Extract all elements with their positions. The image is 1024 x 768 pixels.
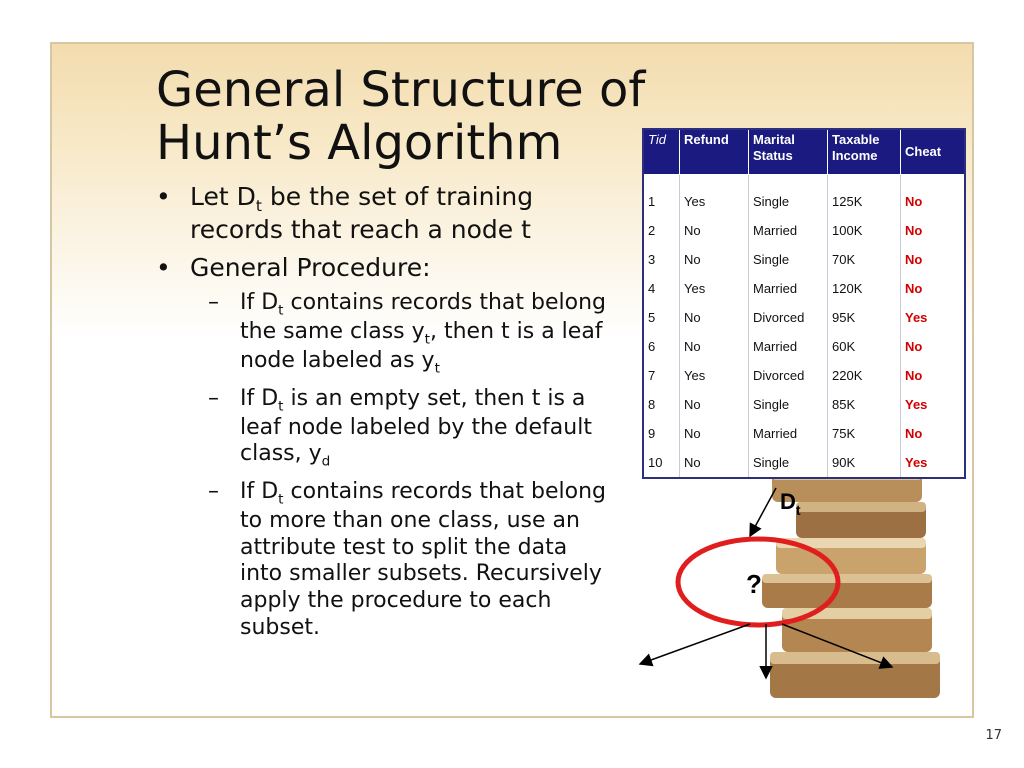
cell-marital: Single (749, 187, 828, 216)
split-arrow-left (640, 624, 750, 664)
cell-tid: 5 (643, 303, 680, 332)
cell-tid: 2 (643, 216, 680, 245)
header-refund: Refund (680, 129, 749, 175)
cell-marital: Single (749, 245, 828, 274)
cell-cheat: No (901, 274, 966, 303)
sub-bullet-text: , then t is a leaf node labeled as y (240, 319, 603, 374)
cell-cheat: Yes (901, 448, 966, 478)
sub-bullet-subscript: t (424, 331, 430, 348)
cell-refund: No (680, 332, 749, 361)
cell-refund: No (680, 419, 749, 448)
cell-cheat: Yes (901, 303, 966, 332)
cell-income: 220K (828, 361, 901, 390)
cell-cheat: No (901, 216, 966, 245)
slide-frame (50, 42, 1002, 743)
split-arrow-right (782, 624, 892, 667)
cell-cheat: No (901, 332, 966, 361)
cell-refund: No (680, 303, 749, 332)
cell-refund: Yes (680, 361, 749, 390)
bullet-symbol: • (156, 252, 171, 282)
page-number: 17 (985, 728, 1002, 743)
cell-cheat: No (901, 361, 966, 390)
header-tid: Tid (643, 129, 680, 175)
cell-cheat: Yes (901, 390, 966, 419)
cell-refund: Yes (680, 274, 749, 303)
cell-tid: 10 (643, 448, 680, 478)
cell-income: 90K (828, 448, 901, 478)
cell-income: 60K (828, 332, 901, 361)
cell-tid: 4 (643, 274, 680, 303)
sub-bullet-text: is an empty set, then t is a leaf node labeled by the default class, y (240, 385, 592, 467)
dt-arrow (750, 488, 776, 536)
cell-refund: No (680, 216, 749, 245)
bullet-symbol: • (156, 182, 171, 211)
sub-bullet-symbol: – (208, 479, 219, 505)
bullet-text: General Procedure: (190, 252, 431, 282)
cell-marital: Single (749, 390, 828, 419)
dt-label: $D_t$ (780, 489, 801, 518)
cell-refund: No (680, 390, 749, 419)
header-income-line1: Taxable (832, 132, 880, 147)
sub-bullet-symbol: – (208, 290, 219, 316)
cell-refund: No (680, 245, 749, 274)
cell-income: 100K (828, 216, 901, 245)
cell-income: 75K (828, 419, 901, 448)
sub-bullet-text: If D (240, 385, 279, 411)
sub-bullet-text: contains records that belong to more than one class, use an attribute test to split the data into smaller subsets. Recursively apply the procedure to each subset. (240, 479, 607, 640)
sub-bullet-text: If D (240, 479, 279, 505)
cell-marital: Single (749, 448, 828, 478)
sub-bullet-symbol: – (208, 385, 219, 411)
cell-income: 95K (828, 303, 901, 332)
bullet-text: be the set of training records that reach a node t (190, 182, 534, 245)
header-income-line2: Income (832, 147, 878, 163)
cell-marital: Divorced (749, 303, 828, 332)
sub-bullet-subscript: t (278, 491, 284, 508)
sub-bullet-subscript: t (278, 398, 284, 415)
cell-tid: 3 (643, 245, 680, 274)
cell-tid: 1 (643, 187, 680, 216)
cell-tid: 7 (643, 361, 680, 390)
sub-bullet-subscript: t (278, 302, 284, 319)
cell-income: 70K (828, 245, 901, 274)
sub-bullet-text: contains records that belong the same class y (240, 290, 607, 345)
sub-bullet-subscript: t (434, 360, 440, 377)
attribute-test-label: ? (746, 569, 762, 599)
bullet-subscript: t (255, 197, 262, 215)
cell-refund: Yes (680, 187, 749, 216)
cell-marital: Divorced (749, 361, 828, 390)
cell-cheat: No (901, 245, 966, 274)
sub-bullet-subscript: d (321, 453, 331, 470)
cell-tid: 8 (643, 390, 680, 419)
cell-income: 120K (828, 274, 901, 303)
cell-marital: Married (749, 332, 828, 361)
bullet-text: Let D (190, 182, 256, 211)
cell-income: 85K (828, 390, 901, 419)
sub-bullet-text: If D (240, 290, 279, 316)
cell-tid: 9 (643, 419, 680, 448)
cell-marital: Married (749, 419, 828, 448)
cell-marital: Married (749, 274, 828, 303)
cell-tid: 6 (643, 332, 680, 361)
cell-refund: No (680, 448, 749, 478)
slide-title: General Structure of Hunt’s Algorithm (156, 62, 646, 171)
header-marital-line2: Status (753, 147, 793, 163)
header-marital-line1: Marital (753, 132, 795, 147)
cell-cheat: No (901, 419, 966, 448)
cell-cheat: No (901, 187, 966, 216)
cell-income: 125K (828, 187, 901, 216)
split-diagram (52, 44, 972, 716)
cell-marital: Married (749, 216, 828, 245)
header-cheat: Cheat (901, 129, 966, 175)
